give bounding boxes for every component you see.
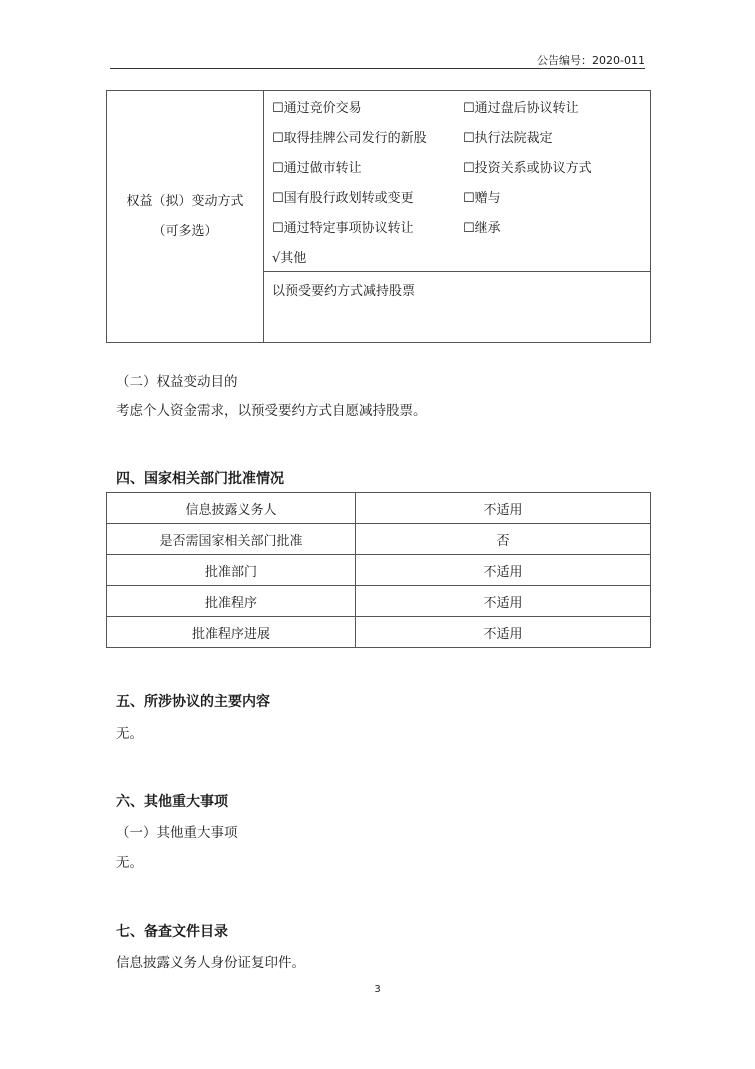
- table-cell: 不适用: [356, 586, 651, 617]
- option-row: [264, 241, 650, 271]
- table-row: [107, 555, 651, 586]
- table-cell: 批准程序: [107, 586, 356, 617]
- purpose-text: 考虑个人资金需求，以预受要约方式自愿减持股票。: [116, 403, 427, 419]
- table-row: [107, 524, 651, 555]
- change-method-table: [106, 90, 651, 343]
- table-cell: 不适用: [356, 617, 651, 648]
- section-6-subheading: （一）其他重大事项: [116, 825, 238, 841]
- page-number: 3: [374, 984, 381, 995]
- change-method-sublabel: （可多选）: [152, 223, 218, 239]
- section-6-heading: 六、其他重大事项: [116, 794, 228, 810]
- change-method-label: 权益（拟）变动方式: [126, 193, 244, 209]
- option-checkbox: ☐国有股行政划转或变更: [272, 190, 414, 206]
- section-5-text: 无。: [116, 726, 143, 742]
- table-row: [107, 493, 651, 524]
- option-row: [264, 91, 650, 121]
- table-cell: 否: [356, 524, 651, 555]
- table-cell: 是否需国家相关部门批准: [107, 524, 356, 555]
- table-cell: 不适用: [356, 493, 651, 524]
- purpose-heading: （二）权益变动目的: [116, 374, 238, 390]
- change-method-label-cell: [107, 91, 264, 343]
- change-method-options-cell: [264, 91, 651, 272]
- other-detail-cell: [264, 272, 651, 343]
- option-checkbox: ☐取得挂牌公司发行的新股: [272, 130, 427, 146]
- section-4-heading: 四、国家相关部门批准情况: [116, 471, 284, 487]
- option-row: [264, 181, 650, 211]
- option-checkbox: ☐通过盘后协议转让: [463, 100, 579, 116]
- table-cell: 信息披露义务人: [107, 493, 356, 524]
- table-cell: 批准部门: [107, 555, 356, 586]
- table-row: [107, 586, 651, 617]
- option-row: [264, 151, 650, 181]
- approval-table: [106, 492, 651, 648]
- section-6-text: 无。: [116, 855, 143, 871]
- table-cell: 不适用: [356, 555, 651, 586]
- option-checkbox: ☐执行法院裁定: [463, 130, 553, 146]
- option-checkbox: ☐继承: [463, 220, 501, 236]
- option-row: [264, 211, 650, 241]
- section-7-heading: 七、备查文件目录: [116, 924, 228, 940]
- section-5-heading: 五、所涉协议的主要内容: [116, 694, 270, 710]
- announcement-number: 公告编号：2020-011: [537, 54, 645, 67]
- option-row: [264, 121, 650, 151]
- option-checkbox: ☐赠与: [463, 190, 501, 206]
- table-cell: 批准程序进展: [107, 617, 356, 648]
- section-7-text: 信息披露义务人身份证复印件。: [116, 955, 305, 971]
- option-checkbox: ☐通过特定事项协议转让: [272, 220, 414, 236]
- option-checkbox: ☐通过做市转让: [272, 160, 362, 176]
- option-checked-other: √其他: [272, 250, 307, 266]
- other-detail-text: 以预受要约方式减持股票: [272, 284, 416, 299]
- table-row: [107, 617, 651, 648]
- option-checkbox: ☐投资关系或协议方式: [463, 160, 592, 176]
- option-checkbox: ☐通过竞价交易: [272, 100, 362, 116]
- header-divider: [110, 68, 645, 69]
